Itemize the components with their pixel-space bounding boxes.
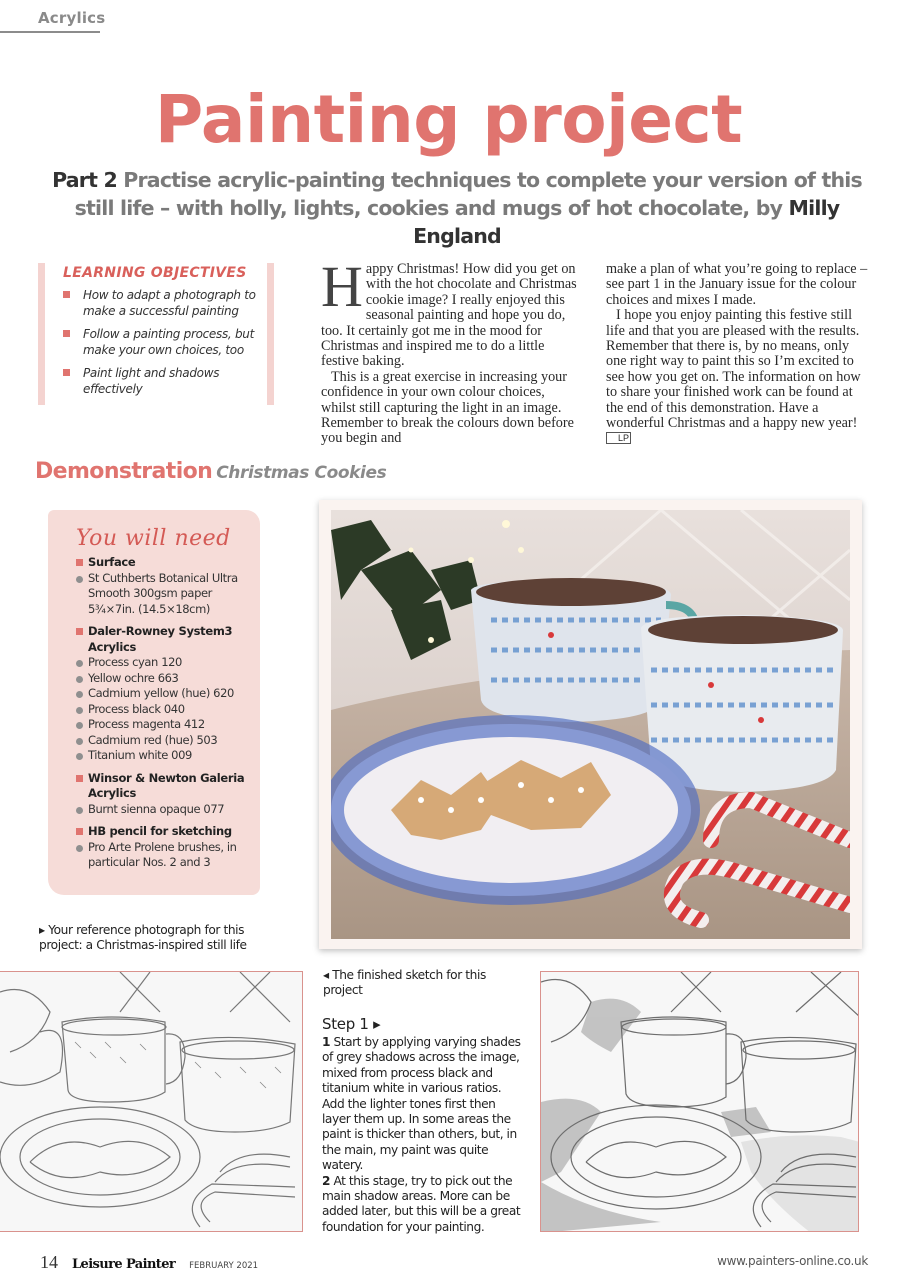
reference-photo-frame <box>319 500 862 949</box>
objectives-list <box>63 287 267 397</box>
page-number: 14 <box>40 1252 58 1272</box>
step-1 <box>322 1015 522 1235</box>
standfirst <box>52 166 862 250</box>
objective-item: Follow a painting process, but make your own choices, too <box>63 326 267 358</box>
material-item: Titanium white 009 <box>76 748 260 764</box>
intro-column-2 <box>606 262 868 447</box>
step-number: 2 <box>322 1173 331 1188</box>
step-1-image <box>540 971 859 1232</box>
section-label: Acrylics <box>38 9 106 27</box>
objectives-heading: LEARNING OBJECTIVES <box>63 265 247 281</box>
section-tag <box>0 6 106 33</box>
intro-text: I hope you enjoy painting this festive still life and that you are pleased with the results. Remember that there is, by no means, only one right way to paint this so I’m excited to see how you get on. The information on how to share your finished work can be found at the end of this demonstration. Have a wonderful Christmas and a happy new year! <box>606 307 861 432</box>
intro-column-1 <box>321 254 579 447</box>
step-number: 1 <box>322 1035 331 1049</box>
demonstration-subtitle: Christmas Cookies <box>216 463 387 483</box>
group-heading: Daler-Rowney System3 Acrylics <box>76 624 260 655</box>
footer-left <box>40 1252 258 1273</box>
drop-cap: H <box>321 254 363 319</box>
issue-date: FEBRUARY 2021 <box>189 1261 259 1271</box>
material-item: Burnt sienna opaque 077 <box>76 802 260 818</box>
materials-box <box>48 510 260 895</box>
step-heading: Step 1 ▸ <box>322 1015 381 1033</box>
objective-item: How to adapt a photograph to make a successful painting <box>63 287 267 319</box>
end-mark-icon: LP <box>606 432 631 444</box>
material-item: St Cuthberts Botanical Ultra Smooth 300gsm paper 5¾×7in. (14.5×18cm) <box>76 571 260 618</box>
reference-photo-caption: ▸ Your reference photograph for this project: a Christmas-inspired still life <box>39 923 247 952</box>
step-text <box>322 1035 522 1235</box>
magazine-logo: Leisure Painter <box>72 1257 176 1272</box>
intro-paragraph-3 <box>606 308 868 447</box>
page-title: Painting project <box>154 81 743 158</box>
website-link[interactable]: www.painters-online.co.uk <box>717 1254 868 1268</box>
intro-paragraph-1 <box>321 254 579 370</box>
intro-text: appy Christmas! How did you get on with the hot chocolate and Christmas cookie image? I really enjoyed this seasonal painting and hope you do, too. It certainly got me in the mood for Christmas and inspired me to do a little festive baking. <box>321 261 577 370</box>
author-name: Milly England <box>413 196 840 248</box>
material-item: Pro Arte Prolene brushes, in particular Nos. 2 and 3 <box>76 840 260 871</box>
materials-group-surface <box>76 555 260 617</box>
intro-paragraph-2: This is a great exercise in increasing your confidence in your own colour choices, whilst still capturing the light in an image. Remember to break the colours down before you begin and <box>321 368 574 447</box>
step-1-illustration <box>541 972 859 1232</box>
material-item: Cadmium yellow (hue) 620 <box>76 686 260 702</box>
material-item: Yellow ochre 663 <box>76 671 260 687</box>
reference-photo <box>331 510 850 939</box>
material-item: Process magenta 412 <box>76 717 260 733</box>
group-heading: Surface <box>76 555 260 571</box>
sketch-caption: ◂ The finished sketch for this project <box>323 968 486 997</box>
still-life-photo-illustration <box>331 510 850 939</box>
group-heading: HB pencil for sketching <box>76 824 260 840</box>
objective-item: Paint light and shadows effectively <box>63 365 267 397</box>
material-item: Process cyan 120 <box>76 655 260 671</box>
materials-group-pencil <box>76 824 260 871</box>
material-item: Process black 040 <box>76 702 260 718</box>
demonstration-title: Demonstration <box>35 459 213 484</box>
standfirst-text: Practise acrylic-painting techniques to complete your version of this still life – with holly, lights, cookies and mugs of hot chocolate, by <box>74 168 862 220</box>
intro-paragraph-2-cont: make a plan of what you’re going to replace – see part 1 in the January issue for the colour choices and mixes I made. <box>606 261 868 308</box>
part-label: Part 2 <box>52 168 117 192</box>
sketch-illustration <box>0 972 303 1232</box>
finished-sketch-image <box>0 971 303 1232</box>
materials-heading: You will need <box>76 526 231 551</box>
step-instruction: At this stage, try to pick out the main shadow areas. More can be added later, but this will be a great foundation for your painting. <box>322 1173 521 1234</box>
learning-objectives-box <box>38 263 274 405</box>
step-instruction: Start by applying varying shades of grey shadows across the image, mixed from process black and titanium white in various ratios. Add the lighter tones first then layer them up. In some areas the paint is thicker than others, but, in the main, my paint was quite watery. <box>322 1035 521 1173</box>
group-heading: Winsor & Newton Galeria Acrylics <box>76 771 260 802</box>
demonstration-heading <box>35 459 386 484</box>
material-item: Cadmium red (hue) 503 <box>76 733 260 749</box>
materials-group-daler-rowney <box>76 624 260 764</box>
materials-group-winsor-newton <box>76 771 260 818</box>
